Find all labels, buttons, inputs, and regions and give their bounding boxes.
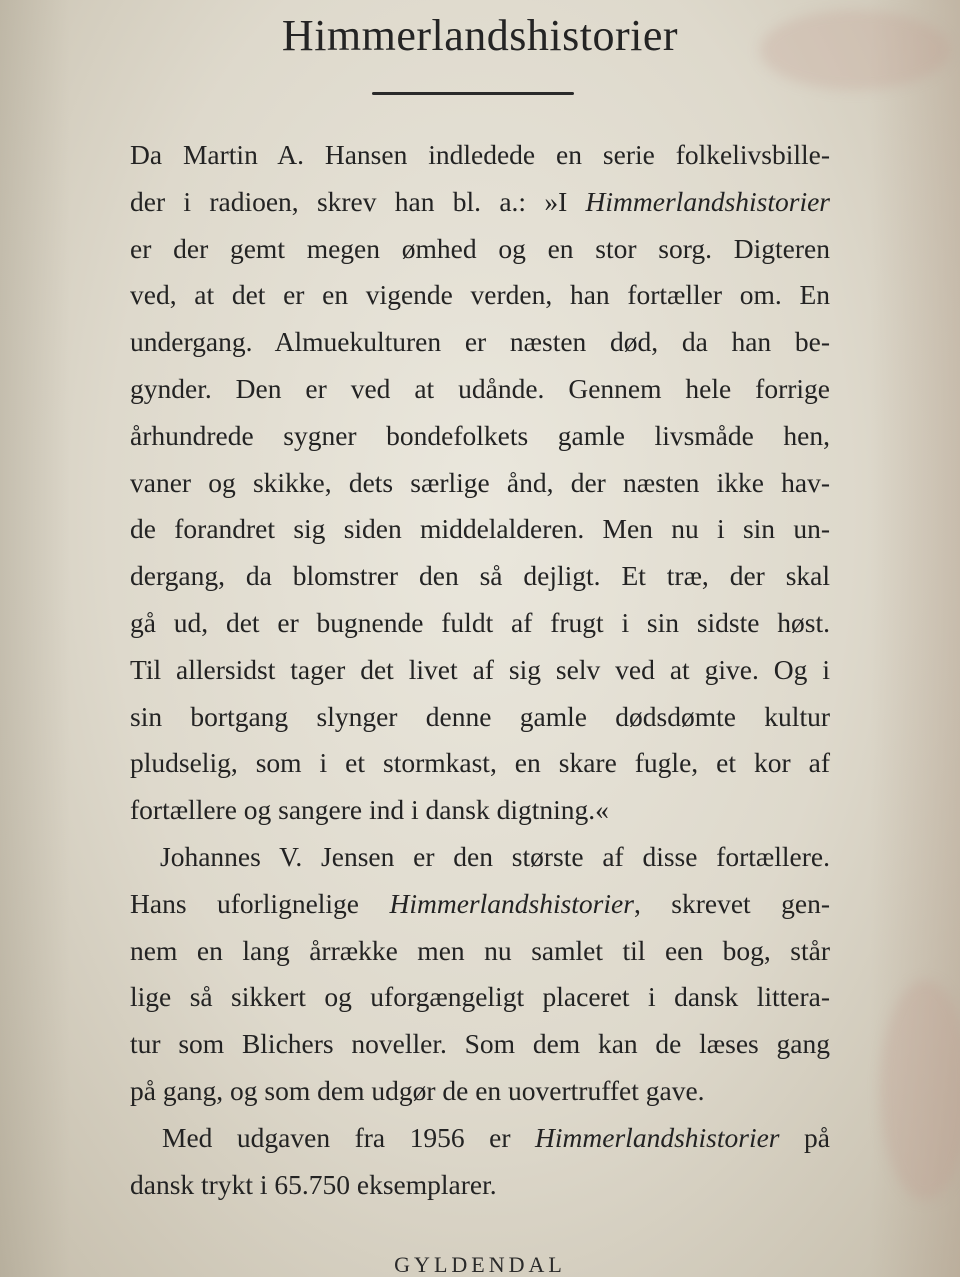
text-line: Da Martin A. Hansen indledede en serie folkelivsbille- (130, 139, 830, 170)
text-line: gynder. Den er ved at udånde. Gennem hele forrige (130, 372, 830, 404)
text-line: pludselig, som i et stormkast, en skare fugle, et kor af (130, 747, 830, 779)
text-line: Hans uforlignelige Himmerlandshistorier, skrevet gen- (130, 887, 831, 919)
text-line: på gang, og som dem udgør de en uovertruffet gave. (130, 1074, 705, 1106)
text-line: århundrede sygner bondefolkets gamle livsmåde hen, (130, 419, 830, 451)
title-divider (372, 92, 574, 95)
text-line: der i radioen, skrev han bl. a.: »I Himmerlandshistorier (130, 185, 830, 217)
text-line: dansk trykt i 65.750 eksemplarer. (130, 1168, 497, 1200)
book-title-italic: Himmerlandshistorier (535, 1121, 780, 1153)
page-title: Himmerlandshistorier (281, 11, 679, 60)
blurb-text (130, 132, 830, 1208)
paper-stain (880, 980, 960, 1200)
text-line: gå ud, det er bugnende fuldt af frugt i sin sidste høst. (130, 606, 830, 638)
text-line: Med udgaven fra 1956 er Himmerlandshistorier på (162, 1121, 830, 1153)
book-title-italic: Himmerlandshistorier (389, 887, 634, 919)
text-line: ved, at det er en vigende verden, han fortæller om. En (130, 279, 830, 311)
publisher-name: GYLDENDAL (394, 1252, 566, 1277)
text-line: lige så sikkert og uforgængeligt placeret i dansk littera- (130, 981, 830, 1013)
text-line: tur som Blichers noveller. Som dem kan de læses gang (130, 1028, 830, 1060)
text-line: dergang, da blomstrer den så dejligt. Et træ, der skal (130, 560, 830, 592)
text-line: sin bortgang slynger denne gamle dødsdømte kultur (130, 700, 830, 732)
text-line: undergang. Almuekulturen er næsten død, da han be- (130, 326, 830, 358)
text-line: fortællere og sangere ind i dansk digtning.« (130, 794, 609, 826)
text-line: de forandret sig siden middelalderen. Men nu i sin un- (130, 513, 830, 545)
page-edge-shadow-left (0, 0, 70, 1277)
text-line: er der gemt megen ømhed og en stor sorg. Digteren (130, 232, 830, 264)
text-line: Johannes V. Jensen er den største af disse fortællere. (160, 840, 830, 872)
text-line: nem en lang årrække men nu samlet til een bog, står (130, 934, 830, 966)
book-title-italic: Himmerlandshistorier (585, 185, 830, 217)
text-line: vaner og skikke, dets særlige ånd, der næsten ikke hav- (130, 466, 830, 498)
text-line: Til allersidst tager det livet af sig selv ved at give. Og i (130, 653, 830, 685)
